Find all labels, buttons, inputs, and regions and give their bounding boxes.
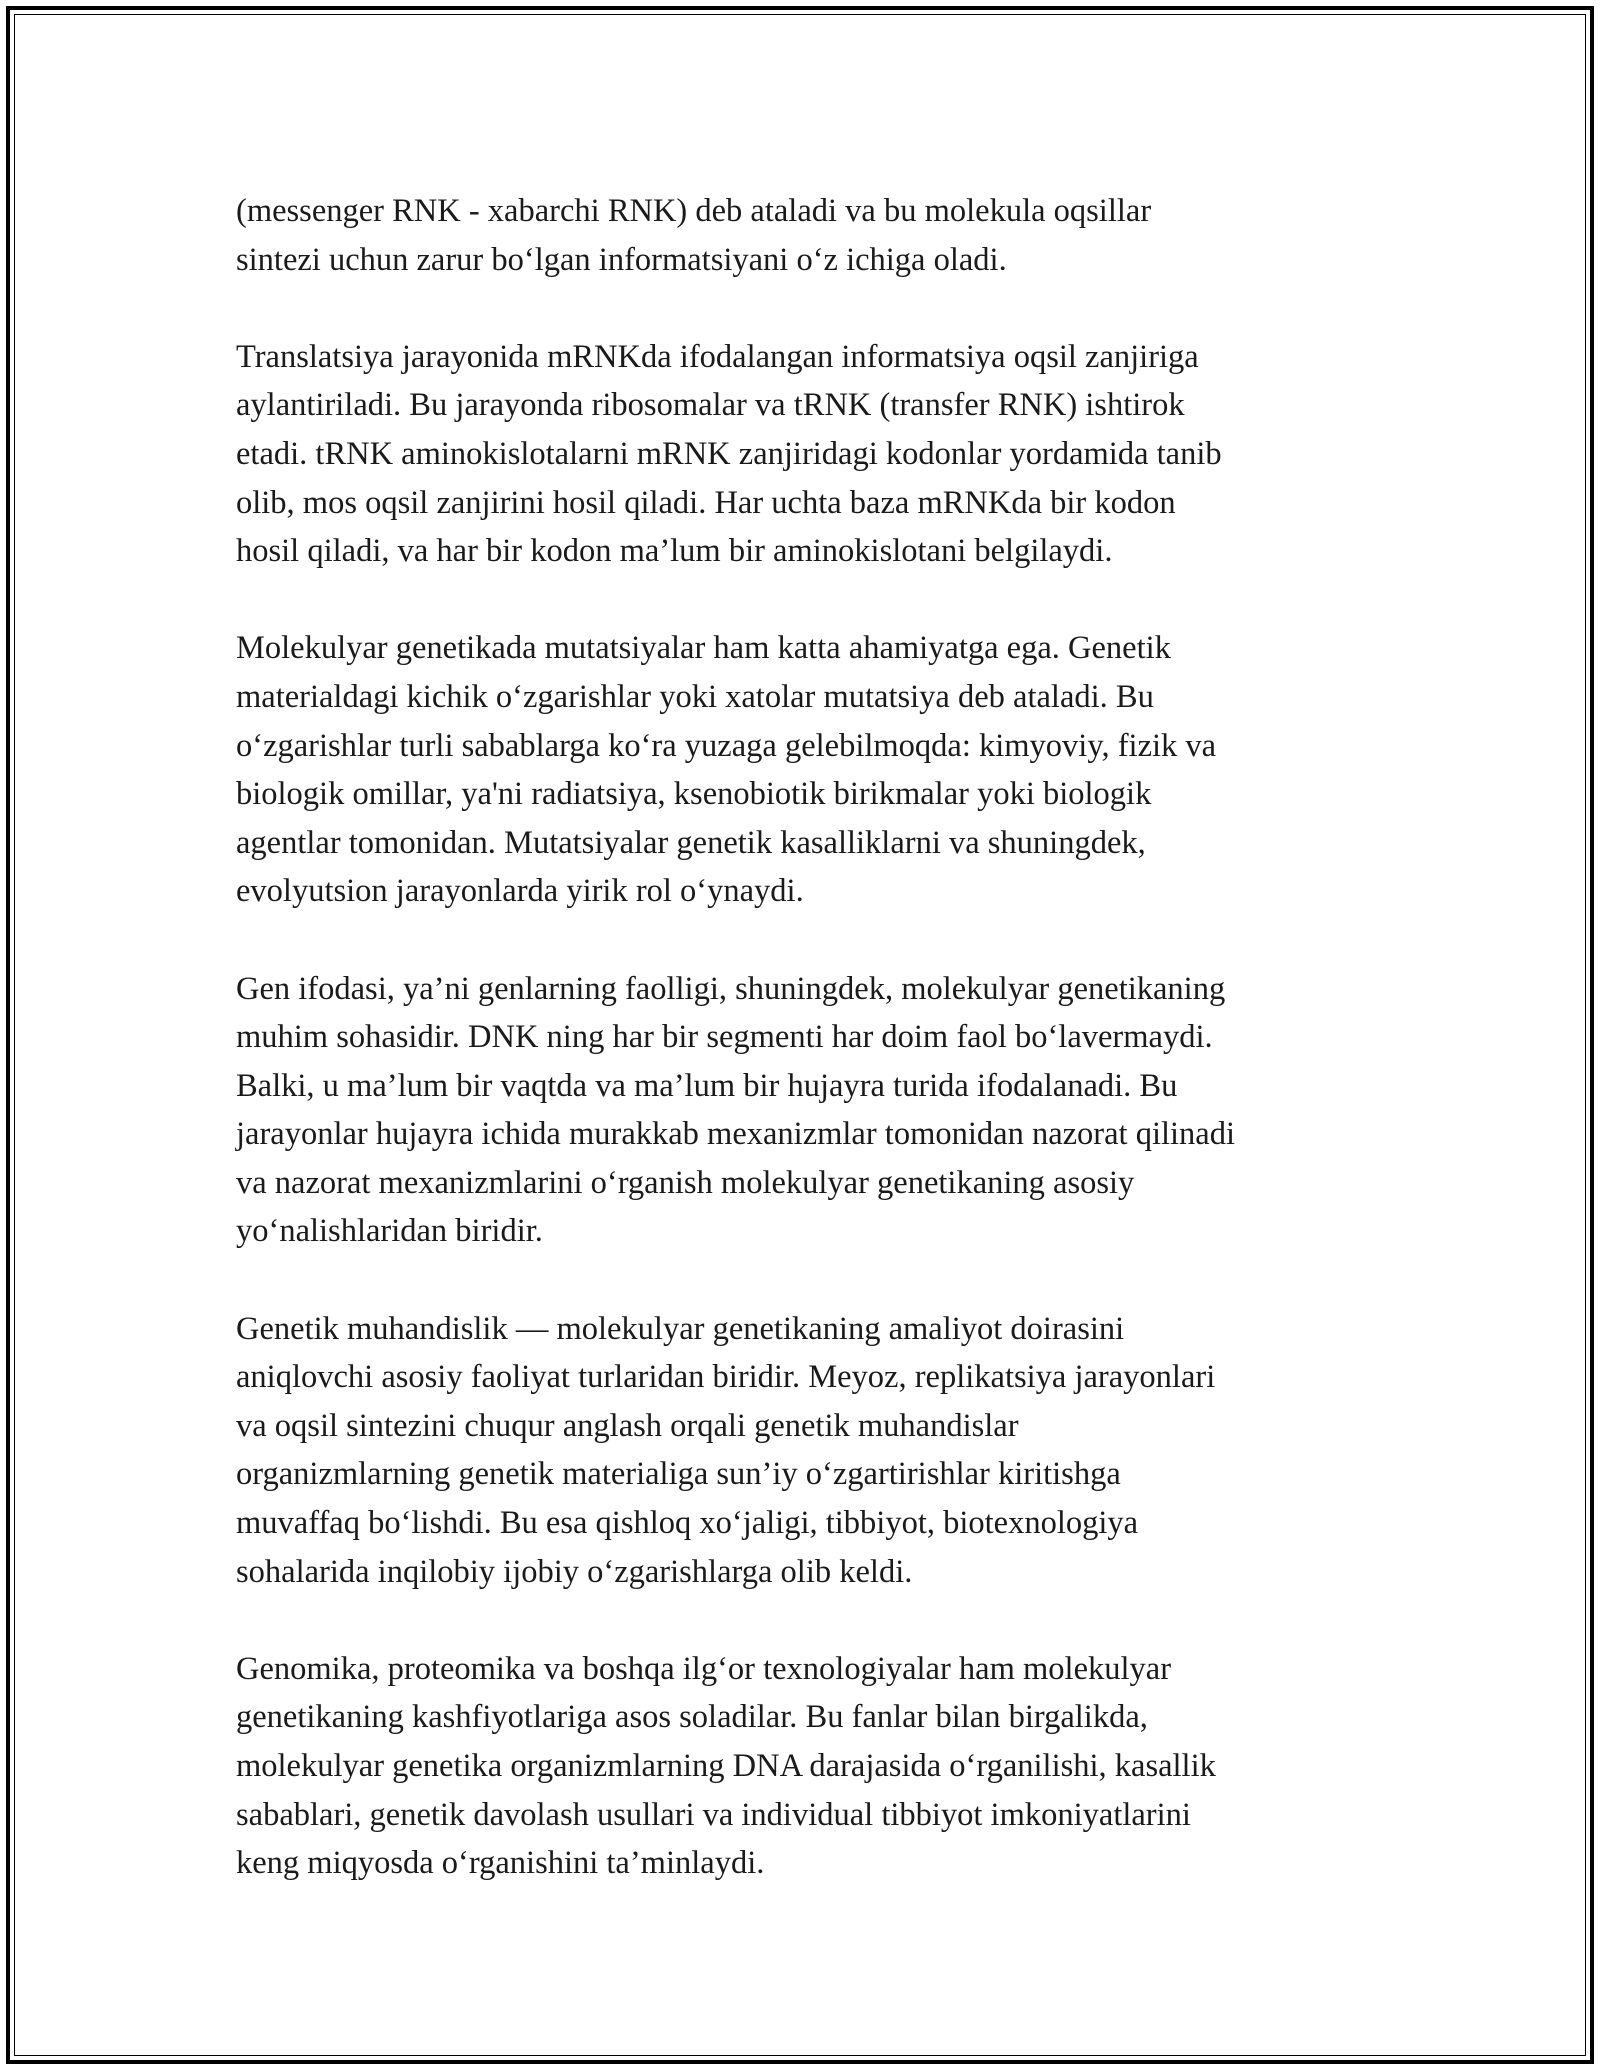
text-line: organizmlarning genetik materialiga sun’iy o‘zgartirishlar kiritishga [236,1456,1121,1493]
text-line: materialdagi kichik o‘zgarishlar yoki xatolar mutatsiya deb ataladi. Bu [236,678,1154,715]
text-line: keng miqyosda o‘rganishini ta’minlaydi. [236,1845,765,1882]
paragraph-gene-expression [236,965,1376,1257]
text-line: muvaffaq bo‘lishdi. Bu esa qishloq xo‘jaligi, tibbiyot, biotexnologiya [236,1505,1139,1542]
document-body [236,187,1376,1936]
text-line: sintezi uchun zarur bo‘lgan informatsiyani o‘z ichiga oladi. [236,241,1007,278]
text-line: aniqlovchi asosiy faoliyat turlaridan biridir. Meyoz, replikatsiya jarayonlari [236,1359,1216,1396]
text-line: biologik omillar, ya'ni radiatsiya, ksenobiotik birikmalar yoki biologik [236,776,1152,813]
text-line: (messenger RNK - xabarchi RNK) deb ataladi va bu molekula oqsillar [236,193,1152,229]
text-line: genetikaning kashfiyotlariga asos soladilar. Bu fanlar bilan birgalikda, [236,1699,1148,1736]
paragraph-genetic-engineering [236,1305,1376,1597]
paragraph-mrna [236,187,1376,284]
text-line: sabablari, genetik davolash usullari va individual tibbiyot imkoniyatlarini [236,1796,1191,1833]
text-line: etadi. tRNK aminokislotalarni mRNK zanjiridagi kodonlar yordamida tanib [236,435,1222,472]
text-line: Translatsiya jarayonida mRNKda ifodalangan informatsiya oqsil zanjiriga [236,338,1199,375]
text-line: o‘zgarishlar turli sabablarga ko‘ra yuzaga gelebilmoqda: kimyoviy, fizik va [236,727,1217,764]
text-line: Genomika, proteomika va boshqa ilg‘or texnologiyalar ham molekulyar [236,1650,1172,1687]
text-line: aylantiriladi. Bu jarayonda ribosomalar va tRNK (transfer RNK) ishtirok [236,387,1185,424]
paragraph-genomics [236,1645,1376,1888]
text-line: va nazorat mexanizmlarini o‘rganish molekulyar genetikaning asosiy [236,1164,1135,1201]
text-line: hosil qiladi, va har bir kodon ma’lum bir aminokislotani belgilaydi. [236,533,1113,570]
text-line: molekulyar genetika organizmlarning DNA darajasida o‘rganilishi, kasallik [236,1748,1216,1784]
text-line: Genetik muhandislik — molekulyar genetikaning amaliyot doirasini [236,1310,1125,1347]
text-line: sohalarida inqilobiy ijobiy o‘zgarishlarga olib keldi. [236,1553,913,1590]
paragraph-mutations [236,624,1376,916]
text-line: muhim sohasidir. DNK ning har bir segmenti har doim faol bo‘lavermaydi. [236,1019,1213,1056]
text-line: evolyutsion jarayonlarda yirik rol o‘ynaydi. [236,873,804,910]
text-line: jarayonlar hujayra ichida murakkab mexanizmlar tomonidan nazorat qilinadi [236,1116,1235,1153]
text-line: Gen ifodasi, ya’ni genlarning faolligi, shuningdek, molekulyar genetikaning [236,970,1226,1007]
text-line: agentlar tomonidan. Mutatsiyalar genetik kasalliklarni va shuningdek, [236,824,1146,861]
text-line: yo‘nalishlaridan biridir. [236,1213,543,1250]
text-line: Balki, u ma’lum bir vaqtda va ma’lum bir hujayra turida ifodalanadi. Bu [236,1067,1178,1104]
text-line: Molekulyar genetikada mutatsiyalar ham katta ahamiyatga ega. Genetik [236,630,1171,667]
text-line: olib, mos oqsil zanjirini hosil qiladi. Har uchta baza mRNKda bir kodon [236,484,1176,521]
paragraph-translation [236,333,1376,576]
text-line: va oqsil sintezini chuqur anglash orqali genetik muhandislar [236,1407,1019,1444]
